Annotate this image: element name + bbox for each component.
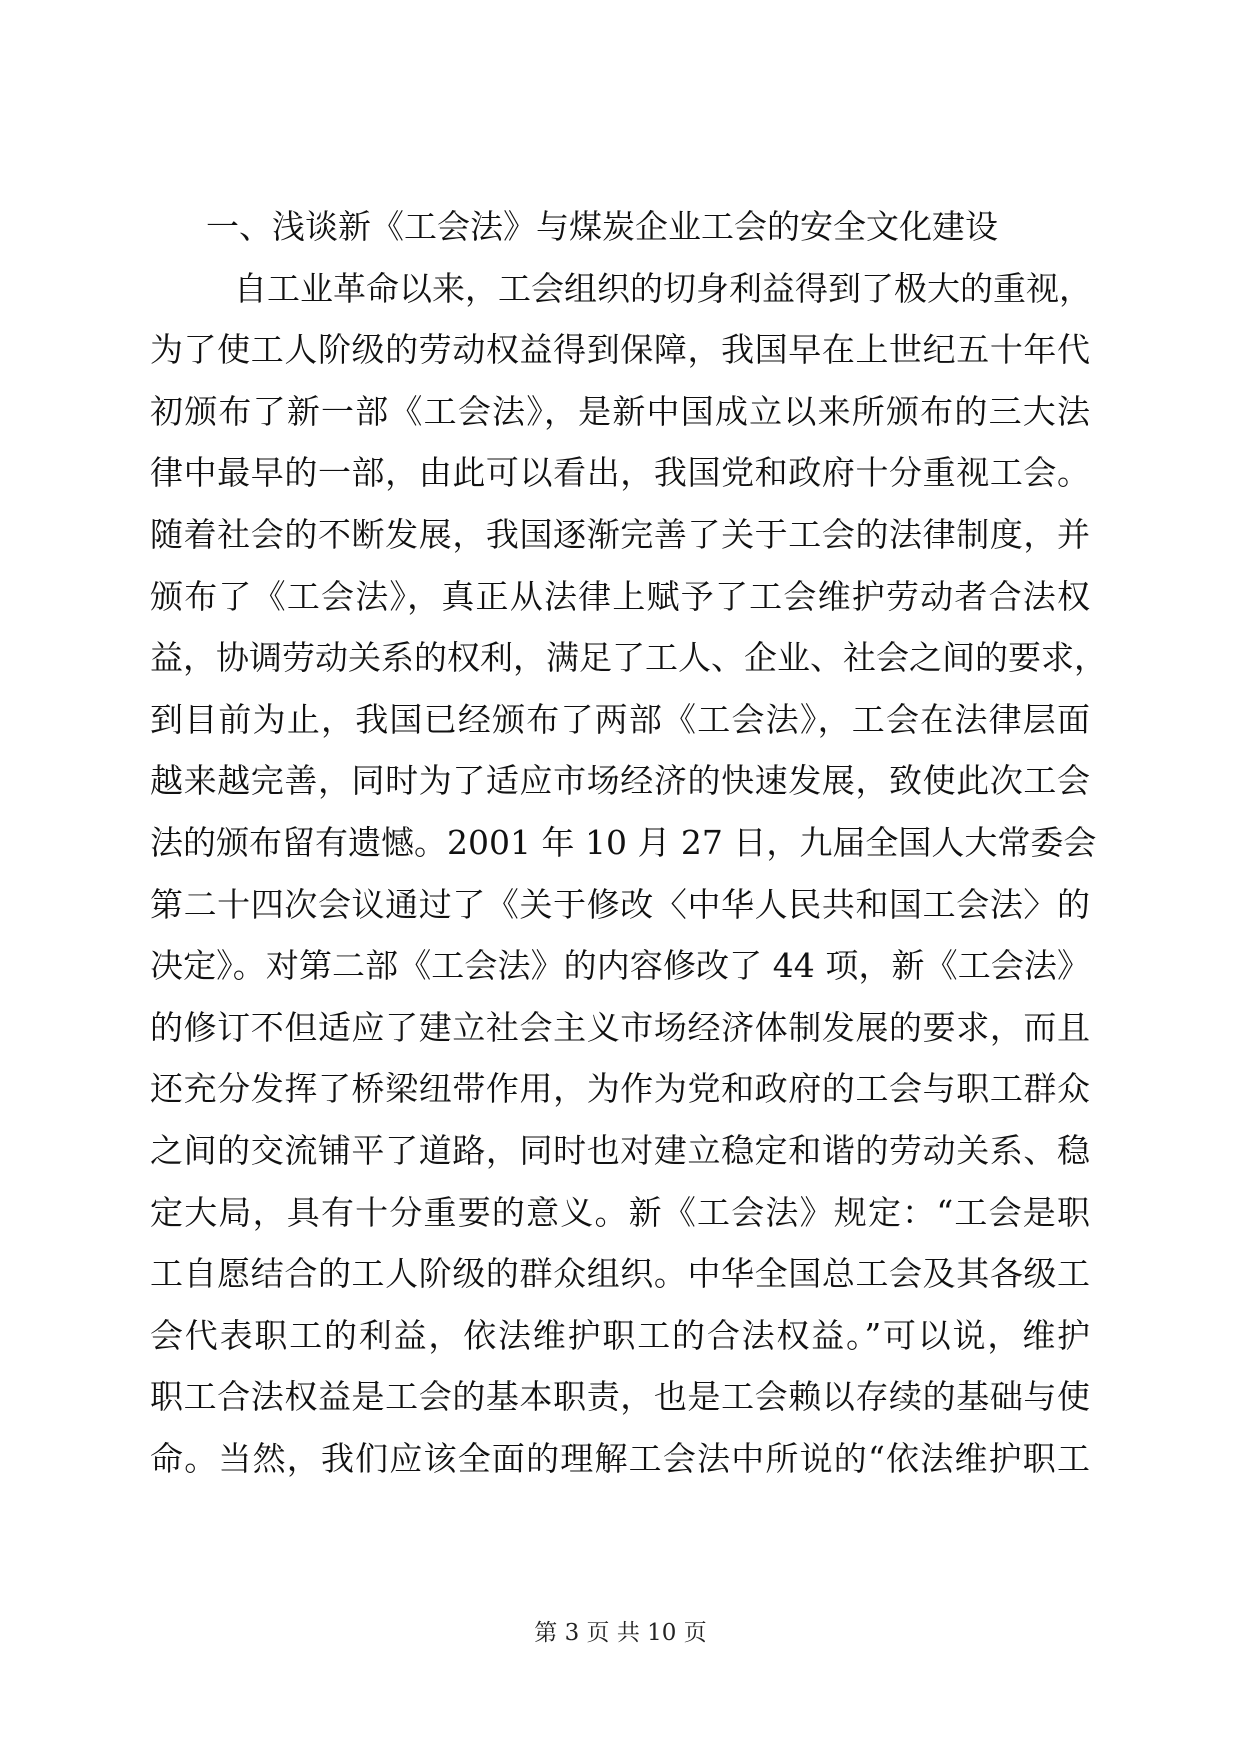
body-line: 为了使工人阶级的劳动权益得到保障，我国早在上世纪五十年代 [150, 330, 1090, 370]
body-line: 随着社会的不断发展，我国逐渐完善了关于工会的法律制度，并 [150, 514, 1090, 554]
document-body [150, 196, 1107, 1489]
body-line: 职工合法权益是工会的基本职责，也是工会赖以存续的基础与使 [150, 1377, 1090, 1417]
section-heading: 一、浅谈新《工会法》与煤炭企业工会的安全文化建设 [206, 207, 998, 246]
body-line: 命。当然，我们应该全面的理解工会法中所说的“依法维护职工 [150, 1438, 1090, 1478]
body-line: 决定》。对第二部《工会法》的内容修改了 44 项，新《工会法》 [150, 946, 1090, 986]
body-line: 还充分发挥了桥梁纽带作用，为作为党和政府的工会与职工群众 [150, 1069, 1090, 1109]
body-line: 自工业革命以来，工会组织的切身利益得到了极大的重视， [234, 268, 1092, 308]
body-line: 法的颁布留有遗憾。2001 年 10 月 27 日，九届全国人大常委会 [150, 822, 1097, 862]
body-line: 第二十四次会议通过了《关于修改〈中华人民共和国工会法〉的 [150, 884, 1090, 924]
body-line: 工自愿结合的工人阶级的群众组织。中华全国总工会及其各级工 [150, 1254, 1090, 1294]
body-line: 颁布了《工会法》，真正从法律上赋予了工会维护劳动者合法权 [150, 576, 1090, 616]
body-line: 律中最早的一部，由此可以看出，我国党和政府十分重视工会。 [150, 453, 1090, 493]
body-line: 益，协调劳动关系的权利，满足了工人、企业、社会之间的要求， [150, 638, 1107, 678]
body-line: 之间的交流铺平了道路，同时也对建立稳定和谐的劳动关系、稳 [150, 1130, 1090, 1170]
body-line: 会代表职工的利益，依法维护职工的合法权益。”可以说，维护 [150, 1315, 1090, 1355]
page-number-footer: 第 3 页 共 10 页 [534, 1620, 707, 1646]
body-line: 定大局，具有十分重要的意义。新《工会法》规定：“工会是职 [150, 1192, 1090, 1232]
body-line: 初颁布了新一部《工会法》，是新中国成立以来所颁布的三大法 [150, 391, 1090, 431]
body-line: 到目前为止，我国已经颁布了两部《工会法》，工会在法律层面 [150, 699, 1090, 739]
body-line: 的修订不但适应了建立社会主义市场经济体制发展的要求，而且 [150, 1007, 1090, 1047]
body-line: 越来越完善，同时为了适应市场经济的快速发展，致使此次工会 [150, 761, 1090, 801]
